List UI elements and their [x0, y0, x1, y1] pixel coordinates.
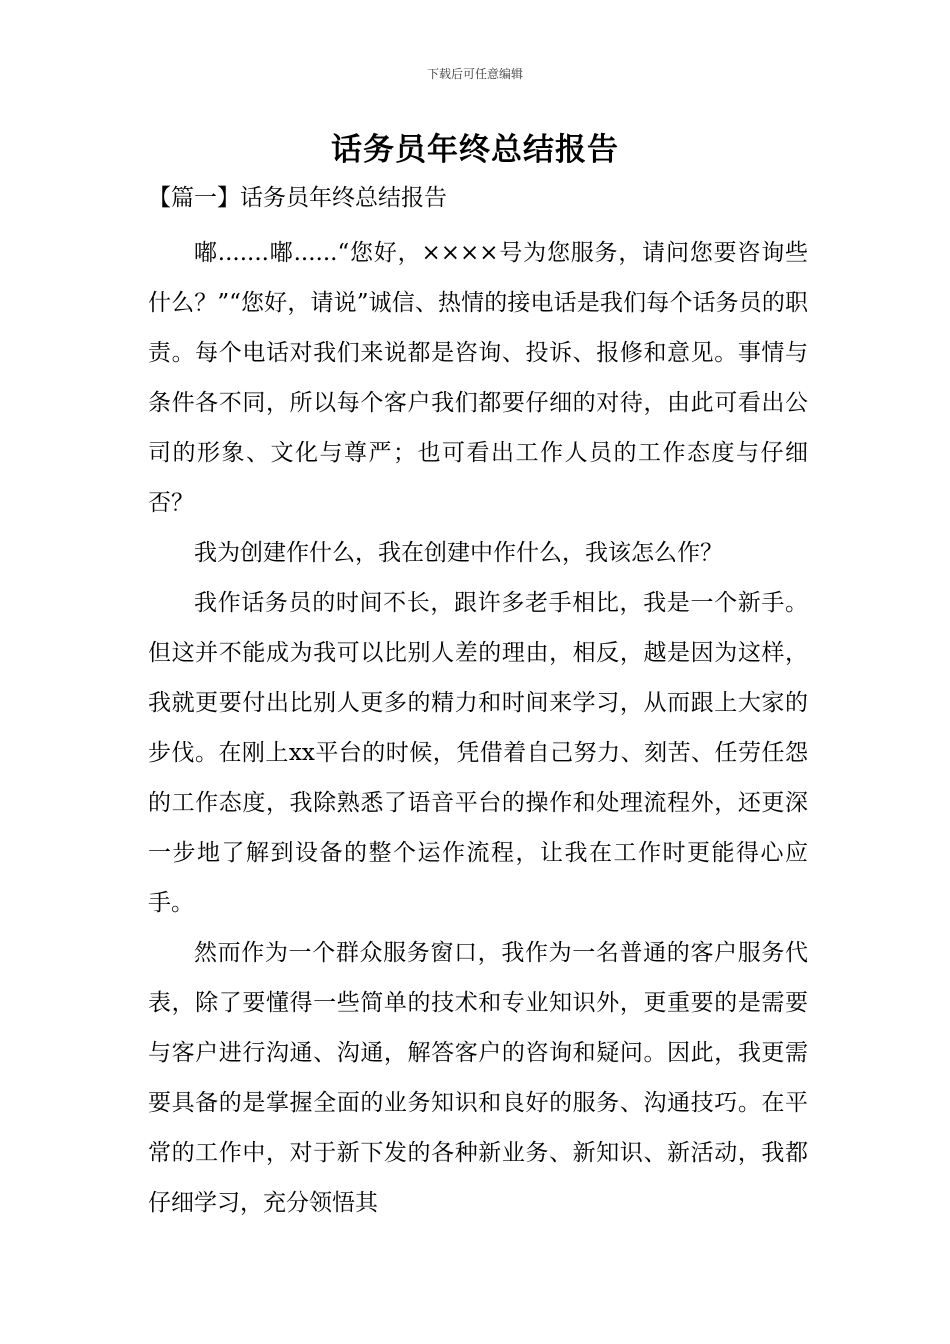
- document-body: [148, 228, 808, 1228]
- paragraph-4: 然而作为一个群众服务窗口，我作为一名普通的客户服务代表，除了要懂得一些简单的技术和专业知识外，更重要的是需要与客户进行沟通、沟通，解答客户的咨询和疑问。因此，我更需要具备的是掌握全面的业务知识和良好的服务、沟通技巧。在平常的工作中，对于新下发的各种新业务、新知识、新活动，我都仔细学习，充分领悟其: [148, 940, 808, 1216]
- paragraph-2: 我为创建作什么，我在创建中作什么，我该怎么作？: [194, 540, 723, 566]
- paragraph-1: 嘟.......嘟......“您好，××××号为您服务，请问您要咨询些什么？”“您好，请说”诚信、热情的接电话是我们每个话务员的职责。每个电话对我们来说都是咨询、投诉、报修和意见。事情与条件各不同，所以每个客户我们都要仔细的对待，由此可看出公司的形象、文化与尊严；也可看出工作人员的工作态度与仔细否？: [148, 240, 808, 516]
- header-note: 下载后可任意编辑: [426, 67, 523, 81]
- paragraph-3: 我作话务员的时间不长，跟许多老手相比，我是一个新手。但这并不能成为我可以比别人差的理由，相反，越是因为这样，我就更要付出比别人更多的精力和时间来学习，从而跟上大家的步伐。在刚上xx平台的时候，凭借着自己努力、刻苦、任劳任怨的工作态度，我除熟悉了语音平台的操作和处理流程外，还更深一步地了解到设备的整个运作流程，让我在工作时更能得心应手。: [148, 590, 808, 916]
- section-heading: 【篇一】话务员年终总结报告: [148, 185, 447, 211]
- document-title: 话务员年终总结报告: [331, 132, 619, 168]
